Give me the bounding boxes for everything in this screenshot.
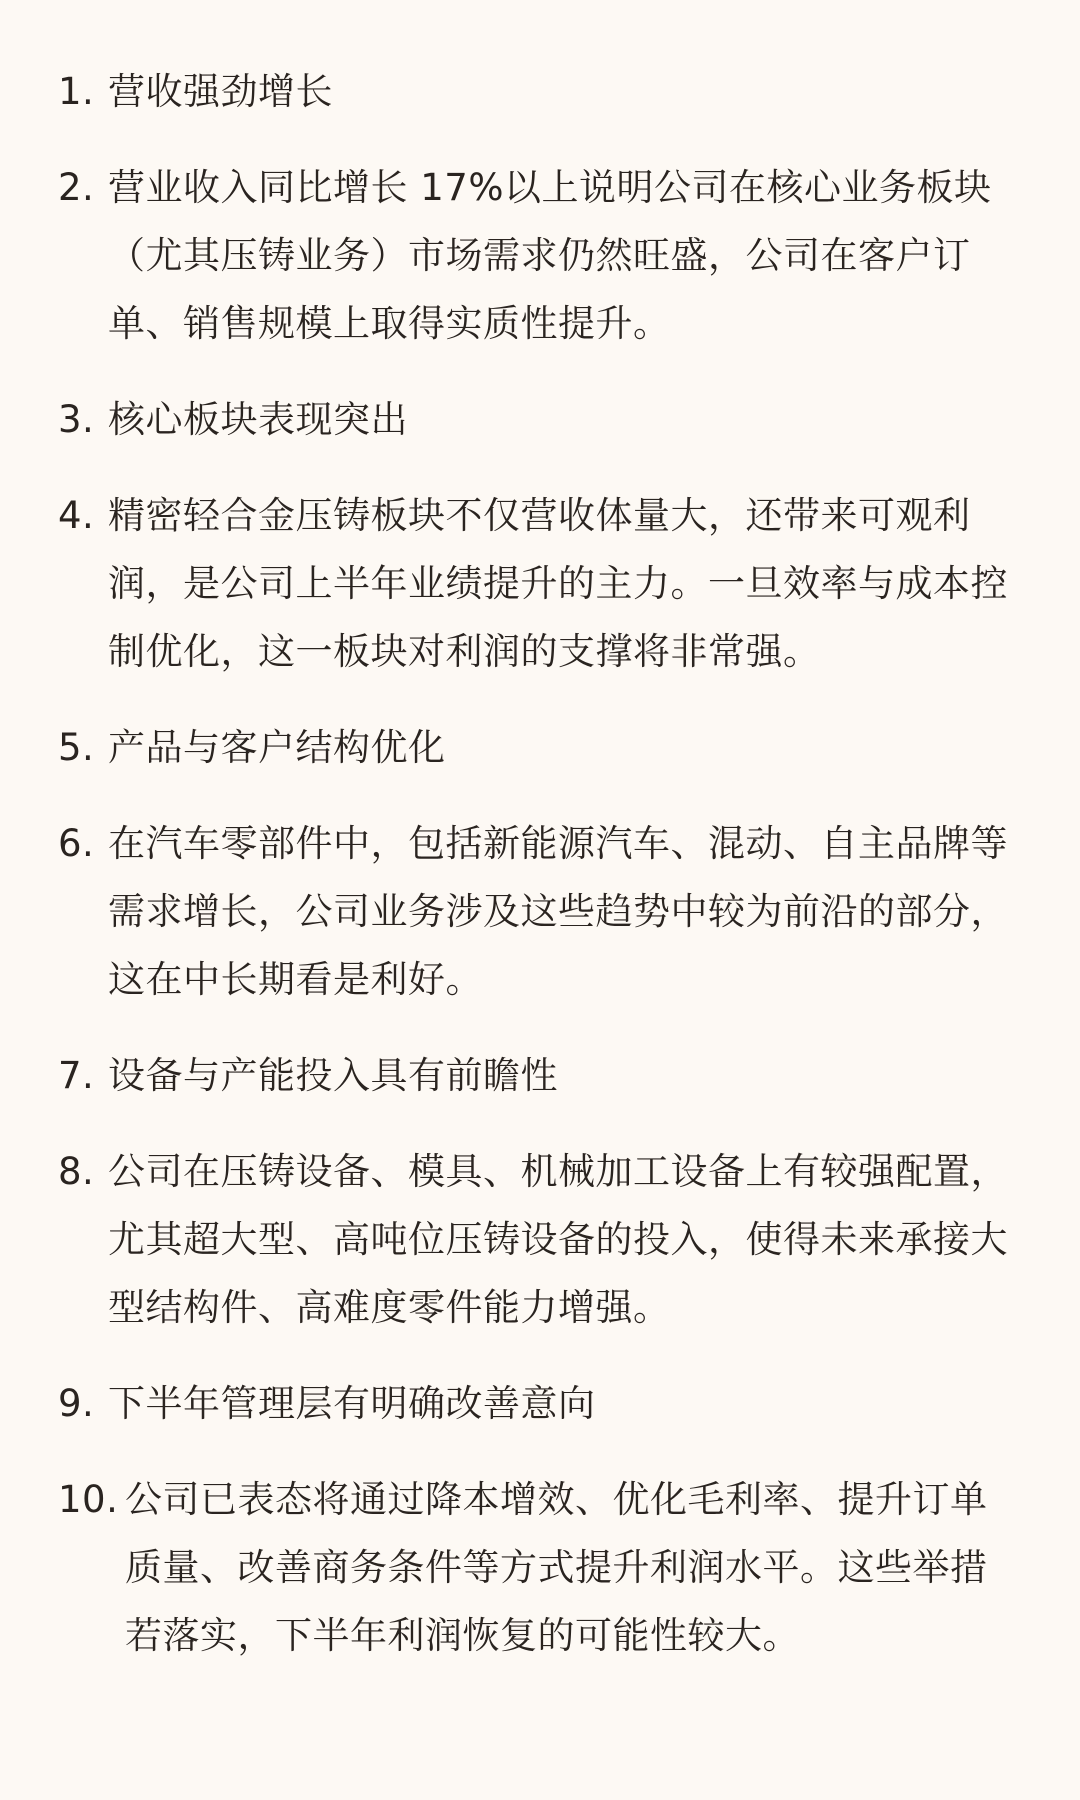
item-number: 2. xyxy=(58,166,95,209)
item-number: 7. xyxy=(58,1054,95,1097)
item-text: 精密轻合金压铸板块不仅营收体量大，还带来可观利润，是公司上半年业绩提升的主力。一旦效率与成本控制优化，这一板块对利润的支撑将非常强。 xyxy=(108,494,1008,673)
item-number: 3. xyxy=(58,398,95,441)
item-number: 10. xyxy=(58,1478,119,1521)
list-item xyxy=(58,386,1018,454)
item-text: 公司在压铸设备、模具、机械加工设备上有较强配置，尤其超大型、高吨位压铸设备的投入，使得未来承接大型结构件、高难度零件能力增强。 xyxy=(108,1150,1008,1329)
list-item xyxy=(58,154,1018,358)
list-item xyxy=(58,1370,1018,1438)
item-number: 1. xyxy=(58,70,95,113)
list-item xyxy=(58,58,1018,126)
item-text: 营收强劲增长 xyxy=(108,70,333,113)
item-number: 8. xyxy=(58,1150,95,1193)
item-text: 设备与产能投入具有前瞻性 xyxy=(108,1054,558,1097)
list-item xyxy=(58,482,1018,686)
list-item xyxy=(58,1138,1018,1342)
item-text: 公司已表态将通过降本增效、优化毛利率、提升订单质量、改善商务条件等方式提升利润水平。这些举措若落实，下半年利润恢复的可能性较大。 xyxy=(125,1478,988,1657)
item-text: 产品与客户结构优化 xyxy=(108,726,446,769)
list-item xyxy=(58,810,1018,1014)
item-number: 4. xyxy=(58,494,95,537)
list-item xyxy=(58,714,1018,782)
item-number: 5. xyxy=(58,726,95,769)
item-number: 6. xyxy=(58,822,95,865)
item-text: 在汽车零部件中，包括新能源汽车、混动、自主品牌等需求增长，公司业务涉及这些趋势中较为前沿的部分，这在中长期看是利好。 xyxy=(108,822,1008,1001)
list-item xyxy=(58,1042,1018,1110)
item-text: 下半年管理层有明确改善意向 xyxy=(108,1382,596,1425)
item-text: 营业收入同比增长 17%以上说明公司在核心业务板块（尤其压铸业务）市场需求仍然旺盛，公司在客户订单、销售规模上取得实质性提升。 xyxy=(108,166,992,345)
item-text: 核心板块表现突出 xyxy=(108,398,408,441)
item-number: 9. xyxy=(58,1382,95,1425)
list-item xyxy=(58,1466,1018,1670)
